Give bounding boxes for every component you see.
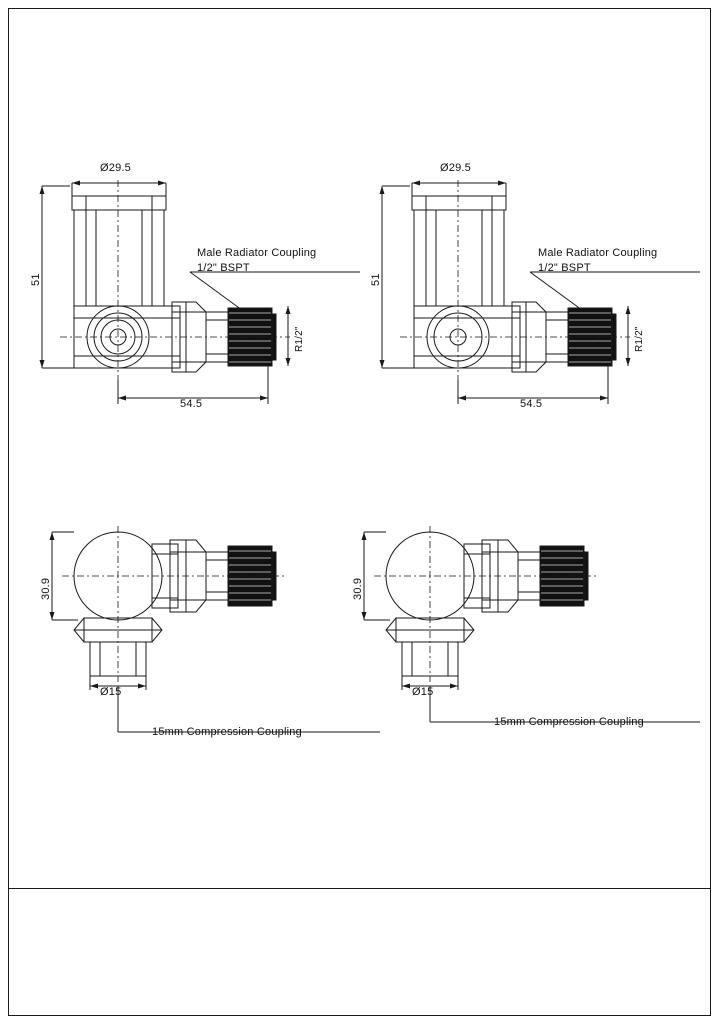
dim-outlet-diameter-top-left: Ø29.5 [100,162,131,174]
annotation-male-radiator-coupling-left-line1: Male Radiator Coupling [197,247,317,259]
annotation-male-radiator-coupling-right-line1: Male Radiator Coupling [538,247,658,259]
dim-thread-size-top-left: R1/2" [294,326,305,352]
annotation-male-radiator-coupling-left-line2: 1/2" BSPT [197,262,250,274]
view-top-right-geometry [340,0,720,440]
view-top-left-geometry [0,0,360,440]
dim-compression-diameter-bottom-right: Ø15 [412,686,434,698]
view-top-right [340,0,720,440]
dim-body-height-top-right: 51 [370,273,382,286]
dim-overall-length-top-right: 54.5 [520,398,543,410]
dim-body-height-top-left: 51 [30,273,42,286]
dim-compression-diameter-bottom-left: Ø15 [100,686,122,698]
title-block [8,888,711,1016]
annotation-compression-coupling-left: 15mm Compression Coupling [152,726,302,738]
annotation-male-radiator-coupling-right-line2: 1/2" BSPT [538,262,591,274]
dim-head-height-bottom-right: 30.9 [352,577,364,600]
annotation-compression-coupling-right: 15mm Compression Coupling [494,716,644,728]
dim-head-height-bottom-left: 30.9 [40,577,52,600]
view-top-left [0,0,360,440]
dim-thread-size-top-right: R1/2" [634,326,645,352]
dim-outlet-diameter-top-right: Ø29.5 [440,162,471,174]
dim-overall-length-top-left: 54.5 [180,398,203,410]
